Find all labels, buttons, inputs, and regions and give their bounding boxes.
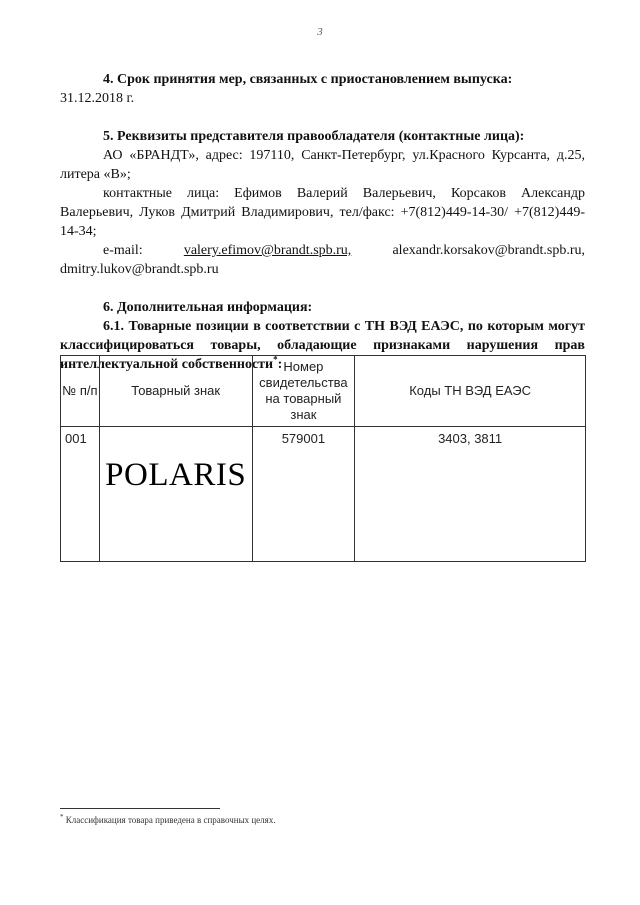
trademark-polaris: POLARIS	[105, 457, 247, 493]
section-6-1-colon: :	[277, 357, 283, 372]
email-label: e-mail:	[103, 243, 143, 258]
footnote-ref-mark: *	[273, 354, 278, 365]
header-trademark: Товарный знак	[99, 356, 252, 427]
header-certificate: Номер свидетельства на товарный знак	[252, 356, 355, 427]
section-6-heading: 6. Дополнительная информация:	[103, 300, 313, 315]
email-lukov: dmitry.lukov@brandt.spb.ru	[60, 262, 219, 277]
row-trademark-cell	[99, 427, 252, 562]
email-row	[60, 241, 585, 260]
row-certificate-cell	[252, 427, 355, 562]
header-codes: Коды ТН ВЭД ЕАЭС	[355, 356, 586, 427]
row-number-cell	[61, 427, 100, 562]
section-5-heading: 5. Реквизиты представителя правообладателя (контактные лица):	[103, 129, 525, 144]
section-6-1-text: 6.1. Товарные позиции в соответствии с ТН ВЭД ЕАЭС, по которым могут классифицироваться товары, обладающие признаками нарушения прав интеллектуальной собственности	[60, 319, 585, 372]
section-4-heading: 4. Срок принятия мер, связанных с приостановлением выпуска:	[103, 72, 513, 87]
trademark-table	[60, 355, 586, 562]
footnote-mark: *	[60, 813, 64, 821]
section-5-address: АО «БРАНДТ», адрес: 197110, Санкт-Петербург, ул.Красного Курсанта, д.25, литера «В»;	[60, 148, 585, 182]
header-number: № п/п	[61, 356, 100, 427]
section-4-date: 31.12.2018 г.	[60, 91, 135, 106]
footnote	[60, 815, 276, 825]
row-number: 001	[65, 431, 87, 446]
row-codes: 3403, 3811	[438, 431, 503, 446]
email-efimov-link[interactable]: valery.efimov@brandt.spb.ru,	[183, 243, 352, 258]
table-row	[61, 427, 586, 562]
table-header-row	[61, 356, 586, 427]
page-number: 3	[317, 26, 323, 38]
footnote-text: Классификация товара приведена в справочных целях.	[65, 815, 276, 825]
section-5-contacts: контактные лица: Ефимов Валерий Валерьевич, Корсаков Александр Валерьевич, Луков Дмитрий Владимирович, тел/факс: +7(812)449-14-30/ +7(812)449-14-34;	[60, 186, 585, 239]
document-body	[60, 70, 585, 374]
footnote-separator	[60, 808, 220, 809]
row-certificate: 579001	[281, 431, 326, 446]
row-codes-cell	[355, 427, 586, 562]
email-korsakov: alexandr.korsakov@brandt.spb.ru,	[392, 243, 585, 258]
